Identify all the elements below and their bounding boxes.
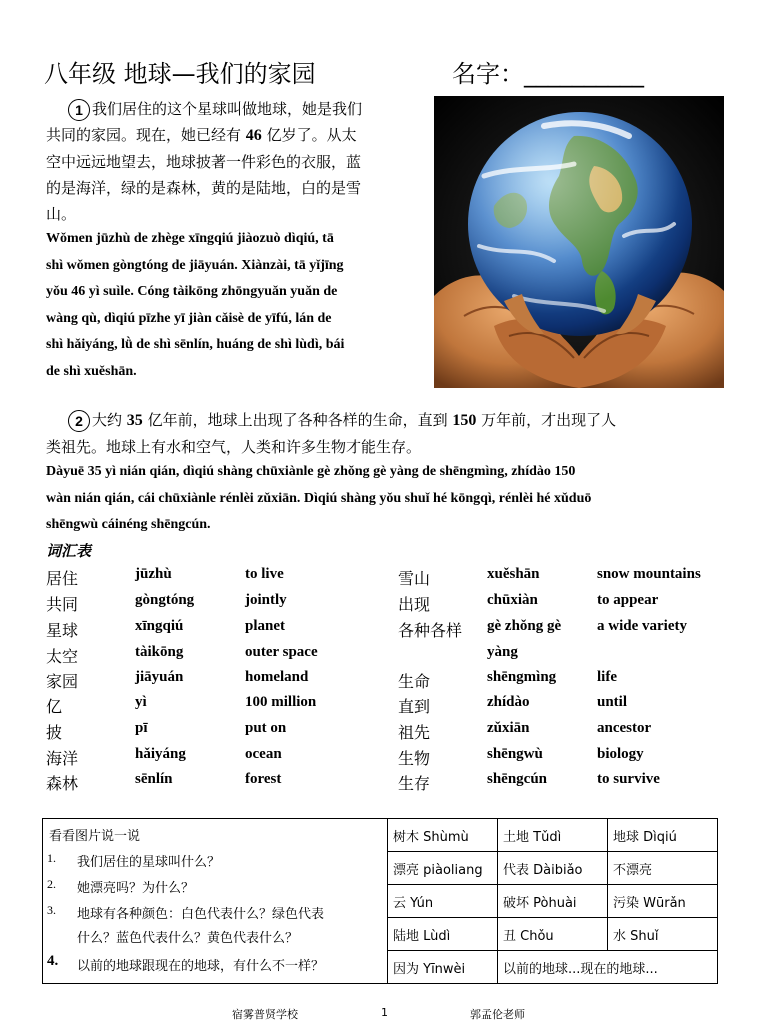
word-bank-grid bbox=[387, 819, 717, 983]
word-cell: 陆地 Lùdì bbox=[393, 929, 451, 944]
word-cell: 代表 Dàibiǎo bbox=[503, 863, 583, 878]
section1-chinese: 1 我们居住的这个星球叫做地球，她是我们 共同的家园。现在，她已经有 46 亿岁了。从太 空中远远地望去，地球披著一件彩色的衣服，蓝 的是海洋，绿的是森林，黄的是陆地，白的是雪 山。 bbox=[46, 100, 363, 223]
word-cell: 水 Shuǐ bbox=[613, 929, 659, 944]
page-number: 1 bbox=[381, 1006, 388, 1019]
question-item: 4. 以前的地球跟现在的地球，有什么不一样？ bbox=[47, 953, 325, 974]
question-item: 2. 她漂亮吗？为什么？ bbox=[47, 877, 195, 896]
word-cell: 树木 Shùmù bbox=[393, 830, 469, 845]
word-cell: 地球 Dìqiú bbox=[613, 830, 677, 845]
section1-number: 1 bbox=[68, 99, 90, 121]
word-cell: 土地 Tǔdì bbox=[503, 830, 562, 845]
vocab-title: 词汇表 bbox=[46, 542, 92, 560]
section2-pinyin: Dàyuē 35 yì nián qián, dìqiú shàng chūxiànle gè zhǒng gè yàng de shēngmìng, zhídào 150 wàn nián qián, cái chūxiànle rénlèi zǔxiān. Dìqiú shàng yǒu shuǐ hé kōngqì, rénlèi hé xǔduō shēngwù cáinéng shēngcún. bbox=[46, 464, 592, 532]
word-cell: 因为 Yīnwèi bbox=[393, 962, 466, 977]
table-heading: 看看图片说一说 bbox=[49, 829, 141, 844]
section2-chinese: 2 大约 35 亿年前，地球上出现了各种各样的生命，直到 150 万年前，才出现了人 类祖先。地球上有水和空气，人类和许多生物才能生存。 bbox=[46, 411, 617, 456]
word-cell: 云 Yún bbox=[393, 896, 434, 911]
section1-pinyin: Wǒmen jūzhù de zhège xīngqiú jiàozuò dìqiú, tā shì wǒmen gòngtóng de jiāyuán. Xiànzài, tā yǐjīng yǒu 46 yì suìle. Cóng tàikōng zhōngyuǎn yuǎn de wàng qù, dìqiú pīzhe yī jiàn cǎisè de yīfú, lán de shì hǎiyáng, lǜ de shì sēnlín, huáng de shì lùdì, bái de shì xuěshān. bbox=[46, 231, 345, 379]
question-item: 3. 地球有各种颜色：白色代表什么？绿色代表 什么？蓝色代表什么？黄色代表什么？ bbox=[47, 903, 325, 946]
footer-school: 宿雾普贤学校 bbox=[232, 1008, 298, 1021]
word-cell: 漂亮 piàoliang bbox=[393, 863, 483, 878]
page-title: 八年级 地球—我们的家园 bbox=[44, 60, 316, 88]
section2-number: 2 bbox=[68, 410, 90, 432]
earth-in-hands-image bbox=[434, 96, 724, 388]
name-field-label: 名字：__________ bbox=[452, 60, 644, 88]
discussion-table bbox=[42, 818, 718, 984]
question-column bbox=[43, 819, 388, 983]
word-cell: 污染 Wūrǎn bbox=[613, 896, 686, 911]
word-cell: 以前的地球...现在的地球... bbox=[503, 962, 658, 977]
word-cell: 不漂亮 bbox=[613, 863, 653, 878]
footer-teacher: 郭孟伦老师 bbox=[470, 1008, 525, 1021]
word-cell: 破坏 Pòhuài bbox=[503, 896, 577, 911]
word-cell: 丑 Chǒu bbox=[503, 929, 554, 944]
question-item: 1. 我们居住的星球叫什么？ bbox=[47, 851, 221, 870]
